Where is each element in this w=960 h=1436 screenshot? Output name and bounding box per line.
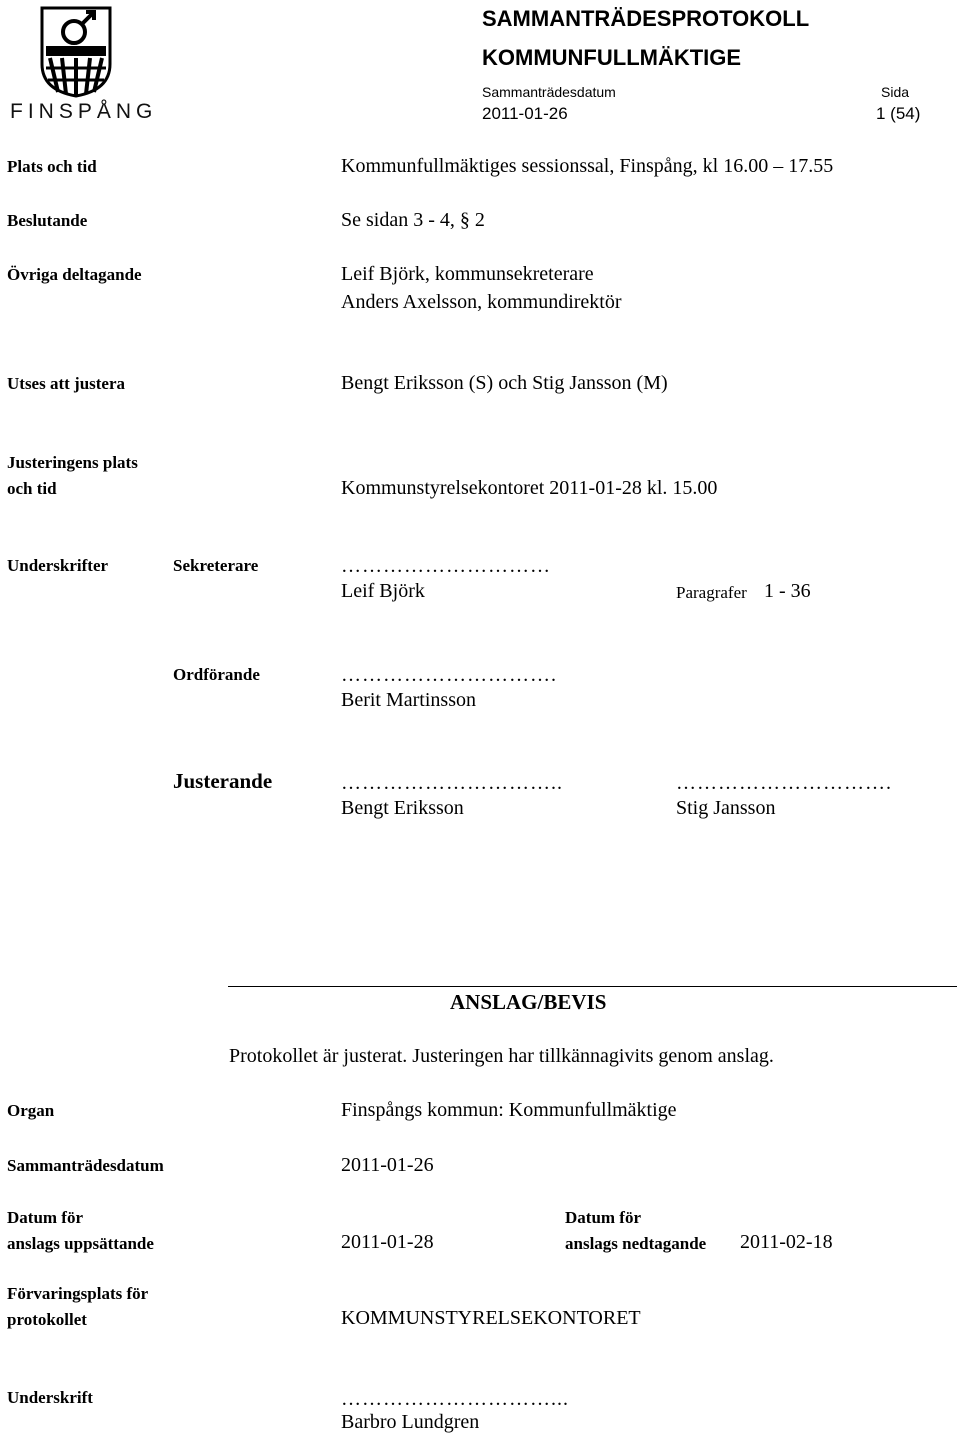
plats-value: Kommunfullmäktiges sessionssal, Finspång, kl 16.00 – 17.55 xyxy=(341,155,834,177)
plats-label: Plats och tid xyxy=(7,157,97,176)
anslag-statement: Protokollet är justerat. Justeringen har tillkännagivits genom anslag. xyxy=(229,1045,774,1067)
underskrift-signature-line: …………………………... xyxy=(341,1388,569,1410)
justerande-2-signature-line: …………………………. xyxy=(676,772,892,794)
document-subtitle: KOMMUNFULLMÄKTIGE xyxy=(482,45,742,70)
sekreterare-name: Leif Björk xyxy=(341,580,425,602)
justering-value: Kommunstyrelsekontoret 2011-01-28 kl. 15.00 xyxy=(341,477,718,499)
utses-label: Utses att justera xyxy=(7,374,126,393)
uppsattande-value: 2011-01-28 xyxy=(341,1231,434,1253)
justering-label-line-2: och tid xyxy=(7,479,57,498)
underskrifter-label: Underskrifter xyxy=(7,556,109,575)
beslutande-label: Beslutande xyxy=(7,211,88,230)
underskrift-name: Barbro Lundgren xyxy=(341,1411,480,1433)
justerande-2-name: Stig Jansson xyxy=(676,797,776,819)
header-page-number: 1 (54) xyxy=(876,104,921,123)
header-date: 2011-01-26 xyxy=(482,104,568,123)
document-title: SAMMANTRÄDESPROTOKOLL xyxy=(482,6,810,31)
sekreterare-signature-line: ………………………… xyxy=(341,555,551,577)
ovriga-value-1: Leif Björk, kommunsekreterare xyxy=(341,263,594,285)
finspang-coat-of-arms-icon xyxy=(40,6,112,98)
justerande-1-name: Bengt Eriksson xyxy=(341,797,464,819)
paragrafer-label: Paragrafer xyxy=(676,583,747,602)
justerande-1-signature-line: ………………………….. xyxy=(341,772,563,794)
uppsattande-label-line-2: anslags uppsättande xyxy=(7,1234,154,1253)
ordforande-label: Ordförande xyxy=(173,665,260,684)
forvaringsplats-label-line-2: protokollet xyxy=(7,1310,87,1329)
header-date-label: Sammanträdesdatum xyxy=(482,84,616,100)
organ-label: Organ xyxy=(7,1101,55,1120)
sammantradesdatum-label: Sammanträdesdatum xyxy=(7,1156,164,1175)
forvaringsplats-value: KOMMUNSTYRELSEKONTORET xyxy=(341,1307,641,1329)
justerande-label: Justerande xyxy=(173,769,273,793)
beslutande-value: Se sidan 3 - 4, § 2 xyxy=(341,209,485,231)
underskrift-label: Underskrift xyxy=(7,1388,93,1407)
justering-label-line-1: Justeringens plats xyxy=(7,453,138,472)
uppsattande-label-line-1: Datum för xyxy=(7,1208,84,1227)
sammantradesdatum-value: 2011-01-26 xyxy=(341,1154,434,1176)
ovriga-value-2: Anders Axelsson, kommundirektör xyxy=(341,291,622,313)
municipality-name: FINSPÅNG xyxy=(10,100,158,123)
paragrafer-value: 1 - 36 xyxy=(764,580,811,602)
section-divider xyxy=(228,986,957,987)
ovriga-label: Övriga deltagande xyxy=(7,265,142,284)
utses-value: Bengt Eriksson (S) och Stig Jansson (M) xyxy=(341,372,668,394)
sekreterare-label: Sekreterare xyxy=(173,556,259,575)
nedtagande-label-line-2: anslags nedtagande xyxy=(565,1234,707,1253)
ordforande-signature-line: …………………………. xyxy=(341,664,557,686)
header-page-label: Sida xyxy=(881,84,910,100)
forvaringsplats-label-line-1: Förvaringsplats för xyxy=(7,1284,149,1303)
nedtagande-label-line-1: Datum för xyxy=(565,1208,642,1227)
nedtagande-value: 2011-02-18 xyxy=(740,1231,833,1253)
organ-value: Finspångs kommun: Kommunfullmäktige xyxy=(341,1099,677,1121)
ordforande-name: Berit Martinsson xyxy=(341,689,476,711)
anslag-title: ANSLAG/BEVIS xyxy=(450,990,607,1014)
